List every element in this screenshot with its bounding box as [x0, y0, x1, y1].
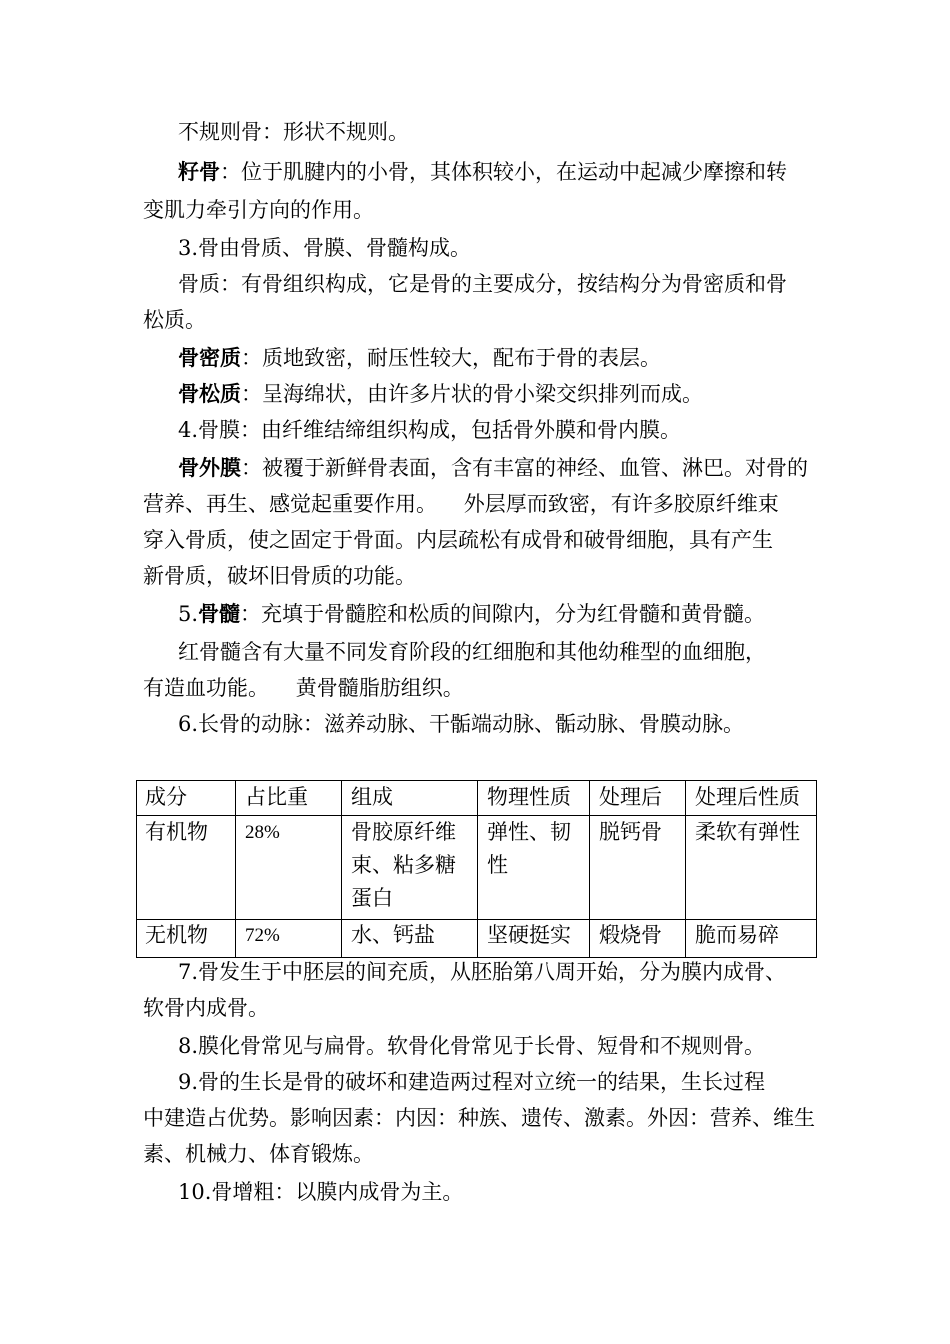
bold-term: 籽骨 — [178, 159, 220, 184]
paragraph-text: 不规则骨：形状不规则。 — [178, 120, 409, 144]
paragraph-continuation — [0, 1104, 950, 1132]
table-cell: 脱钙骨 — [599, 820, 662, 844]
table-header: 占比重 — [245, 785, 308, 809]
paragraph-bone-substance — [0, 270, 950, 298]
paragraph-irregular-bone — [0, 118, 950, 146]
bold-term: 骨松质 — [178, 381, 241, 406]
paragraph-item-9 — [0, 1068, 950, 1096]
paragraph-continuation — [0, 490, 950, 518]
table-cell: 煅烧骨 — [599, 923, 662, 947]
paragraph-text: ：呈海绵状，由许多片状的骨小梁交织排列而成。 — [241, 382, 703, 406]
table-cell: 柔软有弹性 — [695, 820, 800, 844]
table-header: 处理后性质 — [695, 785, 800, 809]
paragraph-text: 穿入骨质，使之固定于骨面。内层疏松有成骨和破骨细胞，具有产生 — [143, 528, 773, 552]
paragraph-item-10 — [0, 1178, 950, 1206]
table-cell: 有机物 — [145, 820, 208, 844]
paragraph-text: 骨质：有骨组织构成，它是骨的主要成分，按结构分为骨密质和骨 — [178, 272, 787, 296]
table-header: 成分 — [145, 785, 187, 809]
paragraph-item-6 — [0, 710, 950, 738]
bone-composition-table — [136, 780, 817, 958]
paragraph-text: 10.骨增粗：以膜内成骨为主。 — [178, 1180, 464, 1204]
bold-term: 骨外膜 — [178, 455, 241, 480]
paragraph-continuation — [0, 306, 950, 334]
paragraph-continuation — [0, 674, 950, 702]
paragraph-text: 营养、再生、感觉起重要作用。 外层厚而致密，有许多胶原纤维束 — [143, 492, 779, 516]
paragraph-spongy-bone — [0, 380, 950, 408]
paragraph-text: 素、机械力、体育锻炼。 — [143, 1142, 374, 1166]
paragraph-continuation — [0, 1140, 950, 1168]
table-cell: 无机物 — [145, 923, 208, 947]
paragraph-sesamoid-bone — [0, 158, 950, 186]
paragraph-text: 9.骨的生长是骨的破坏和建造两过程对立统一的结果，生长过程 — [178, 1070, 766, 1094]
table-cell: 水、钙盐 — [351, 923, 435, 947]
paragraph-text: 中建造占优势。影响因素：内因：种族、遗传、激素。外因：营养、维生 — [143, 1106, 815, 1130]
paragraph-continuation — [0, 562, 950, 590]
paragraph-item-7 — [0, 958, 950, 986]
paragraph-item-3 — [0, 234, 950, 262]
paragraph-compact-bone — [0, 344, 950, 372]
paragraph-continuation — [0, 526, 950, 554]
table-cell: 72% — [245, 925, 280, 946]
paragraph-text: ：位于肌腱内的小骨，其体积较小，在运动中起减少摩擦和转 — [220, 160, 787, 184]
table-header: 物理性质 — [487, 785, 571, 809]
paragraph-text: 有造血功能。 黄骨髓脂肪组织。 — [143, 676, 464, 700]
paragraph-text: 4.骨膜：由纤维结缔组织构成，包括骨外膜和骨内膜。 — [178, 418, 682, 442]
paragraph-text: 新骨质，破坏旧骨质的功能。 — [143, 564, 416, 588]
bold-term: 骨髓 — [198, 601, 241, 626]
paragraph-continuation — [0, 994, 950, 1022]
bold-term: 骨密质 — [178, 345, 241, 370]
table-header: 处理后 — [599, 785, 662, 809]
table-cell: 弹性、韧性 — [487, 820, 571, 877]
table-header: 组成 — [351, 785, 393, 809]
paragraph-text: 变肌力牵引方向的作用。 — [143, 198, 374, 222]
paragraph-red-marrow — [0, 638, 950, 666]
paragraph-text: ：质地致密，耐压性较大，配布于骨的表层。 — [241, 346, 661, 370]
paragraph-continuation — [0, 196, 950, 224]
paragraph-text: ：被覆于新鲜骨表面，含有丰富的神经、血管、淋巴。对骨的 — [241, 456, 808, 480]
table-cell: 坚硬挺实 — [487, 923, 571, 947]
paragraph-text: 5. — [178, 602, 199, 626]
paragraph-item-8 — [0, 1032, 950, 1060]
paragraph-item-4 — [0, 416, 950, 444]
table-cell: 骨胶原纤维束、粘多糖蛋白 — [351, 820, 456, 910]
paragraph-text: 3.骨由骨质、骨膜、骨髓构成。 — [178, 236, 472, 260]
table-cell: 28% — [245, 822, 280, 843]
paragraph-text: 7.骨发生于中胚层的间充质，从胚胎第八周开始，分为膜内成骨、 — [178, 960, 787, 984]
paragraph-text: ：充填于骨髓腔和松质的间隙内，分为红骨髓和黄骨髓。 — [240, 602, 766, 626]
table-cell: 脆而易碎 — [695, 923, 779, 947]
paragraph-text: 红骨髓含有大量不同发育阶段的红细胞和其他幼稚型的血细胞， — [178, 640, 766, 664]
paragraph-text: 松质。 — [143, 308, 206, 332]
paragraph-text: 6.长骨的动脉：滋养动脉、干骺端动脉、骺动脉、骨膜动脉。 — [178, 712, 745, 736]
paragraph-text: 8.膜化骨常见与扁骨。软骨化骨常见于长骨、短骨和不规则骨。 — [178, 1034, 766, 1058]
paragraph-item-5 — [0, 600, 950, 628]
paragraph-text: 软骨内成骨。 — [143, 996, 269, 1020]
paragraph-periosteum — [0, 454, 950, 482]
